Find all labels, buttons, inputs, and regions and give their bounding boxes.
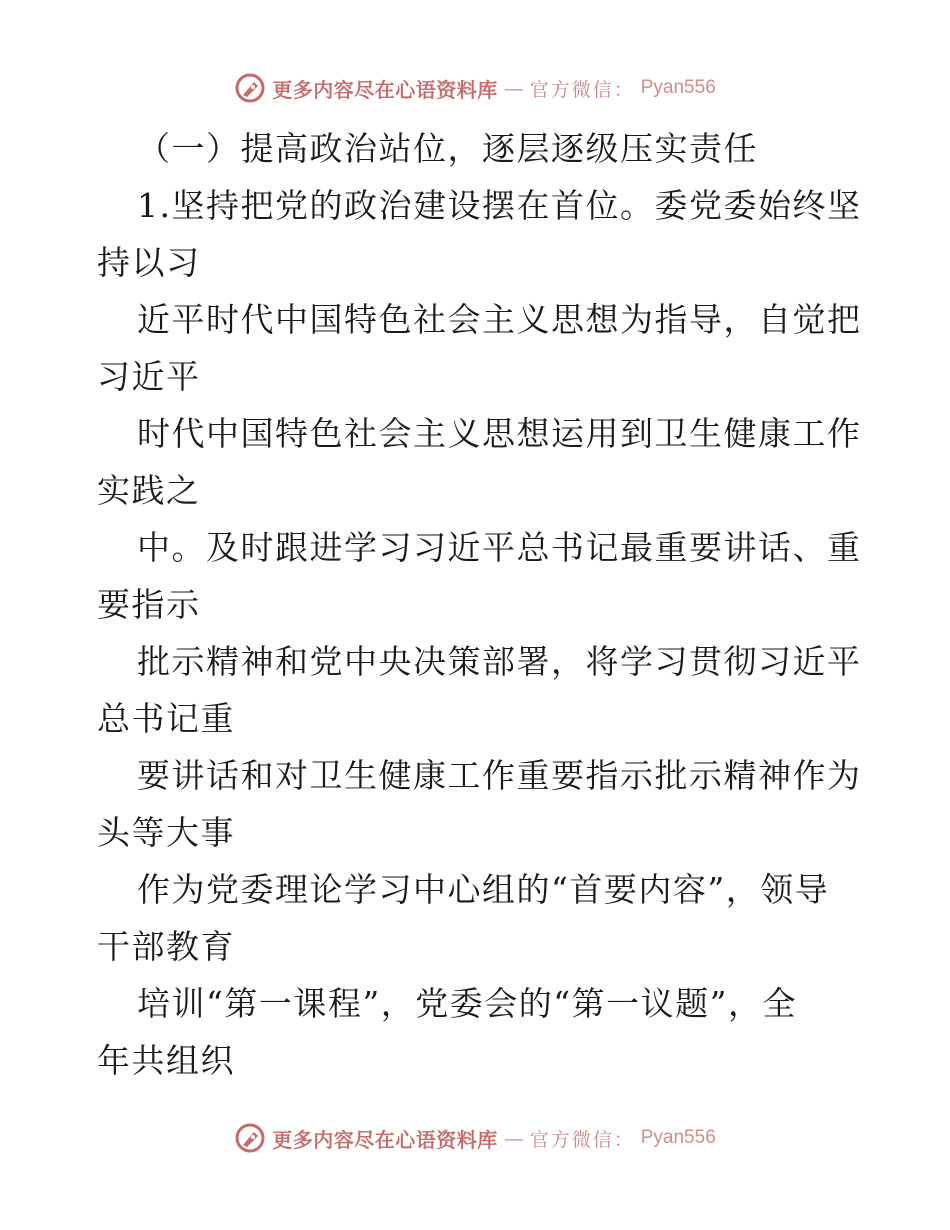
- paragraph-line: 批示精神和党中央决策部署，将学习贯彻习近平: [137, 642, 862, 681]
- paragraph-line: 总书记重: [97, 699, 235, 738]
- watermark-brand: 更多内容尽在心语资料库: [272, 1127, 498, 1152]
- watermark-dash: —: [503, 1126, 524, 1150]
- pen-nib-logo-icon: [234, 72, 266, 104]
- paragraph-line: 近平时代中国特色社会主义思想为指导，自觉把: [137, 300, 862, 339]
- header-watermark: [0, 72, 950, 104]
- paragraph-line: 时代中国特色社会主义思想运用到卫生健康工作: [137, 414, 862, 453]
- document-body: [97, 120, 862, 1089]
- paragraph-line: 1.坚持把党的政治建设摆在首位。委党委始终坚: [137, 186, 862, 225]
- paragraph-line: 中。及时跟进学习习近平总书记最重要讲话、重: [137, 528, 862, 567]
- watermark-wechat-id: Pyan556: [640, 77, 716, 98]
- paragraph-line: 习近平: [97, 357, 201, 396]
- paragraph-line: 实践之: [97, 471, 201, 510]
- paragraph-line: 年共组织: [97, 1041, 235, 1080]
- paragraph-line: 培训“第一课程”，党委会的“第一议题”，全: [137, 984, 797, 1023]
- watermark-official-label: 官方微信：: [529, 1128, 635, 1151]
- watermark-official-label: 官方微信：: [529, 78, 635, 101]
- watermark-dash: —: [503, 76, 524, 100]
- watermark-brand: 更多内容尽在心语资料库: [272, 77, 498, 102]
- paragraph-line: 作为党委理论学习中心组的“首要内容”，领导: [137, 870, 830, 909]
- pen-nib-logo-icon: [234, 1122, 266, 1154]
- footer-watermark: [0, 1122, 950, 1154]
- paragraph-line: 要讲话和对卫生健康工作重要指示批示精神作为: [137, 756, 862, 795]
- paragraph-line: 干部教育: [97, 927, 235, 966]
- paragraph-line: 要指示: [97, 585, 201, 624]
- paragraph-line: 持以习: [97, 243, 201, 282]
- watermark-wechat-id: Pyan556: [640, 1127, 716, 1148]
- section-heading: （一）提高政治站位，逐层逐级压实责任: [137, 129, 758, 168]
- paragraph-line: 头等大事: [97, 813, 235, 852]
